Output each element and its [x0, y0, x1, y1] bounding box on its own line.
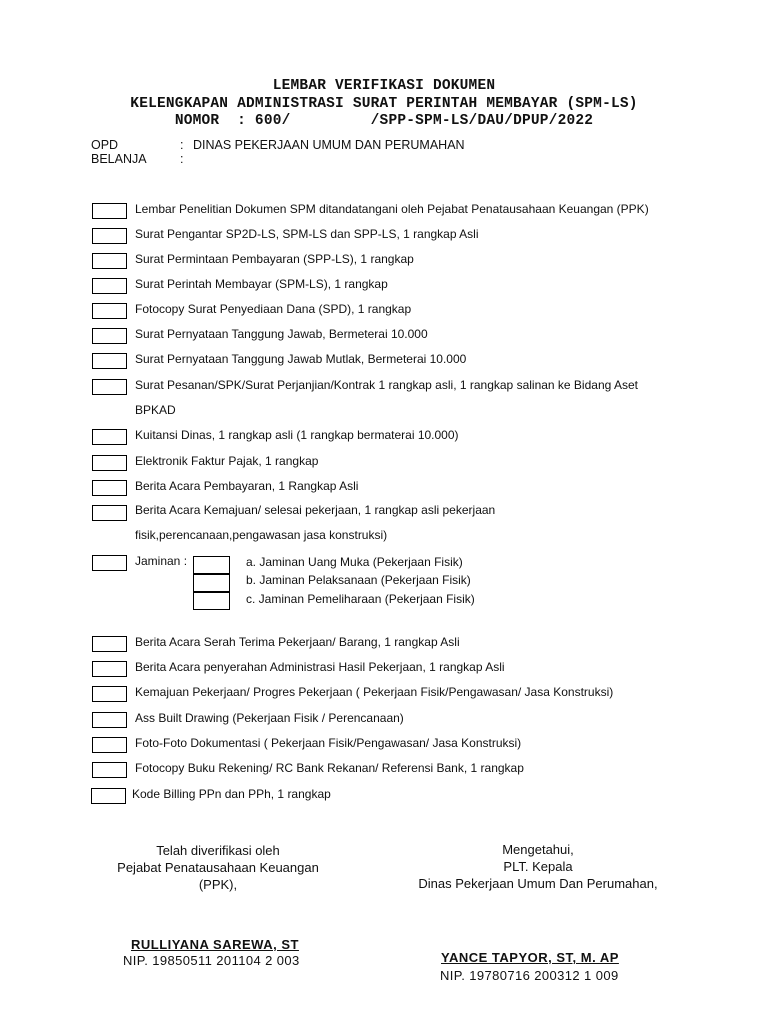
checkbox-jaminan-pelaksanaan[interactable]	[193, 574, 230, 592]
checklist-item: Surat Pengantar SP2D-LS, SPM-LS dan SPP-LS, 1 rangkap Asli	[135, 227, 479, 241]
checkbox-surat-pengantar[interactable]	[92, 228, 127, 244]
checkbox-spm-ls[interactable]	[92, 278, 127, 294]
signature-right-name: YANCE TAPYOR, ST, M. AP	[441, 950, 619, 965]
checkbox-buku-rekening[interactable]	[92, 762, 127, 778]
signature-right-line3: Dinas Pekerjaan Umum Dan Perumahan,	[418, 876, 658, 891]
checkbox-ppk-sheet[interactable]	[92, 203, 127, 219]
signature-left-nip: NIP. 19850511 201104 2 003	[123, 953, 300, 968]
checklist-item: Kemajuan Pekerjaan/ Progres Pekerjaan ( Pekerjaan Fisik/Pengawasan/ Jasa Konstruksi)	[135, 685, 614, 699]
checklist-item: Lembar Penelitian Dokumen SPM ditandatangani oleh Pejabat Penatausahaan Keuangan (PPK)	[135, 202, 649, 216]
checkbox-ba-penyerahan[interactable]	[92, 661, 127, 677]
signature-left-line1: Telah diverifikasi oleh	[156, 843, 280, 858]
checklist-item: Elektronik Faktur Pajak, 1 rangkap	[135, 454, 319, 468]
checklist-item: Berita Acara Kemajuan/ selesai pekerjaan, 1 rangkap asli pekerjaan	[135, 503, 496, 517]
checklist-item: Berita Acara penyerahan Administrasi Hasil Pekerjaan, 1 rangkap Asli	[135, 660, 505, 674]
checkbox-jaminan[interactable]	[92, 555, 127, 571]
opd-label: OPD	[91, 138, 119, 152]
checklist-item: Kode Billing PPn dan PPh, 1 rangkap	[132, 787, 331, 801]
signature-left-line3: (PPK),	[198, 877, 238, 892]
checklist-item-continuation: BPKAD	[135, 403, 176, 417]
checklist-item: Ass Built Drawing (Pekerjaan Fisik / Perencanaan)	[135, 711, 404, 725]
checkbox-ba-pembayaran[interactable]	[92, 480, 127, 496]
signature-right-line2: PLT. Kepala	[503, 859, 573, 874]
signature-right-nip: NIP. 19780716 200312 1 009	[440, 968, 619, 983]
signature-left-name: RULLIYANA SAREWA, ST	[131, 937, 299, 952]
checkbox-spp-ls[interactable]	[92, 253, 127, 269]
jaminan-label: Jaminan :	[135, 554, 188, 568]
belanja-label: BELANJA	[91, 152, 147, 166]
checklist-item: Berita Acara Pembayaran, 1 Rangkap Asli	[135, 479, 359, 493]
checkbox-kontrak[interactable]	[92, 379, 127, 395]
checklist-item: Surat Perintah Membayar (SPM-LS), 1 rangkap	[135, 277, 388, 291]
checkbox-faktur-pajak[interactable]	[92, 455, 127, 471]
belanja-colon: :	[180, 152, 184, 166]
signature-left-block	[96, 842, 340, 893]
header-title: LEMBAR VERIFIKASI DOKUMEN	[272, 78, 496, 94]
checklist-item: Surat Pesanan/SPK/Surat Perjanjian/Kontrak 1 rangkap asli, 1 rangkap salinan ke Bidang Aset	[135, 378, 638, 392]
checklist-item: Berita Acara Serah Terima Pekerjaan/ Barang, 1 rangkap Asli	[135, 635, 460, 649]
checkbox-jaminan-uang-muka[interactable]	[193, 556, 230, 574]
signature-right-block	[388, 841, 688, 892]
checkbox-as-built[interactable]	[92, 712, 127, 728]
jaminan-item: a. Jaminan Uang Muka (Pekerjaan Fisik)	[246, 555, 463, 569]
checkbox-ba-kemajuan[interactable]	[92, 505, 127, 521]
opd-value: DINAS PEKERJAAN UMUM DAN PERUMAHAN	[193, 138, 465, 152]
checklist-item: Surat Permintaan Pembayaran (SPP-LS), 1 rangkap	[135, 252, 414, 266]
checkbox-bast[interactable]	[92, 636, 127, 652]
header-number: NOMOR : 600/ /SPP-SPM-LS/DAU/DPUP/2022	[174, 113, 594, 129]
checklist-item-continuation: fisik,perencanaan,pengawasan jasa konstruksi)	[135, 528, 388, 542]
header-subtitle: KELENGKAPAN ADMINISTRASI SURAT PERINTAH MEMBAYAR (SPM-LS)	[130, 95, 638, 112]
checklist-item: Fotocopy Surat Penyediaan Dana (SPD), 1 rangkap	[135, 302, 412, 316]
checkbox-spd[interactable]	[92, 303, 127, 319]
checkbox-sptj[interactable]	[92, 328, 127, 344]
checkbox-sptjm[interactable]	[92, 353, 127, 369]
checkbox-kuitansi[interactable]	[92, 429, 127, 445]
jaminan-item: c. Jaminan Pemeliharaan (Pekerjaan Fisik)	[246, 592, 475, 606]
checklist-item: Foto-Foto Dokumentasi ( Pekerjaan Fisik/Pengawasan/ Jasa Konstruksi)	[135, 736, 522, 750]
checklist-item: Surat Pernyataan Tanggung Jawab Mutlak, Bermeterai 10.000	[135, 352, 467, 366]
checkbox-progres[interactable]	[92, 686, 127, 702]
jaminan-item: b. Jaminan Pelaksanaan (Pekerjaan Fisik)	[246, 573, 471, 587]
opd-colon: :	[180, 138, 184, 152]
signature-right-line1: Mengetahui,	[502, 842, 574, 857]
signature-left-line2: Pejabat Penatausahaan Keuangan	[117, 860, 319, 875]
document-header	[0, 78, 768, 131]
checkbox-foto[interactable]	[92, 737, 127, 753]
checklist-item: Kuitansi Dinas, 1 rangkap asli (1 rangkap bermaterai 10.000)	[135, 428, 459, 442]
checklist-item: Surat Pernyataan Tanggung Jawab, Bermeterai 10.000	[135, 327, 428, 341]
checkbox-jaminan-pemeliharaan[interactable]	[193, 592, 230, 610]
checkbox-kode-billing[interactable]	[91, 788, 126, 804]
checklist-item: Fotocopy Buku Rekening/ RC Bank Rekanan/ Referensi Bank, 1 rangkap	[135, 761, 524, 775]
